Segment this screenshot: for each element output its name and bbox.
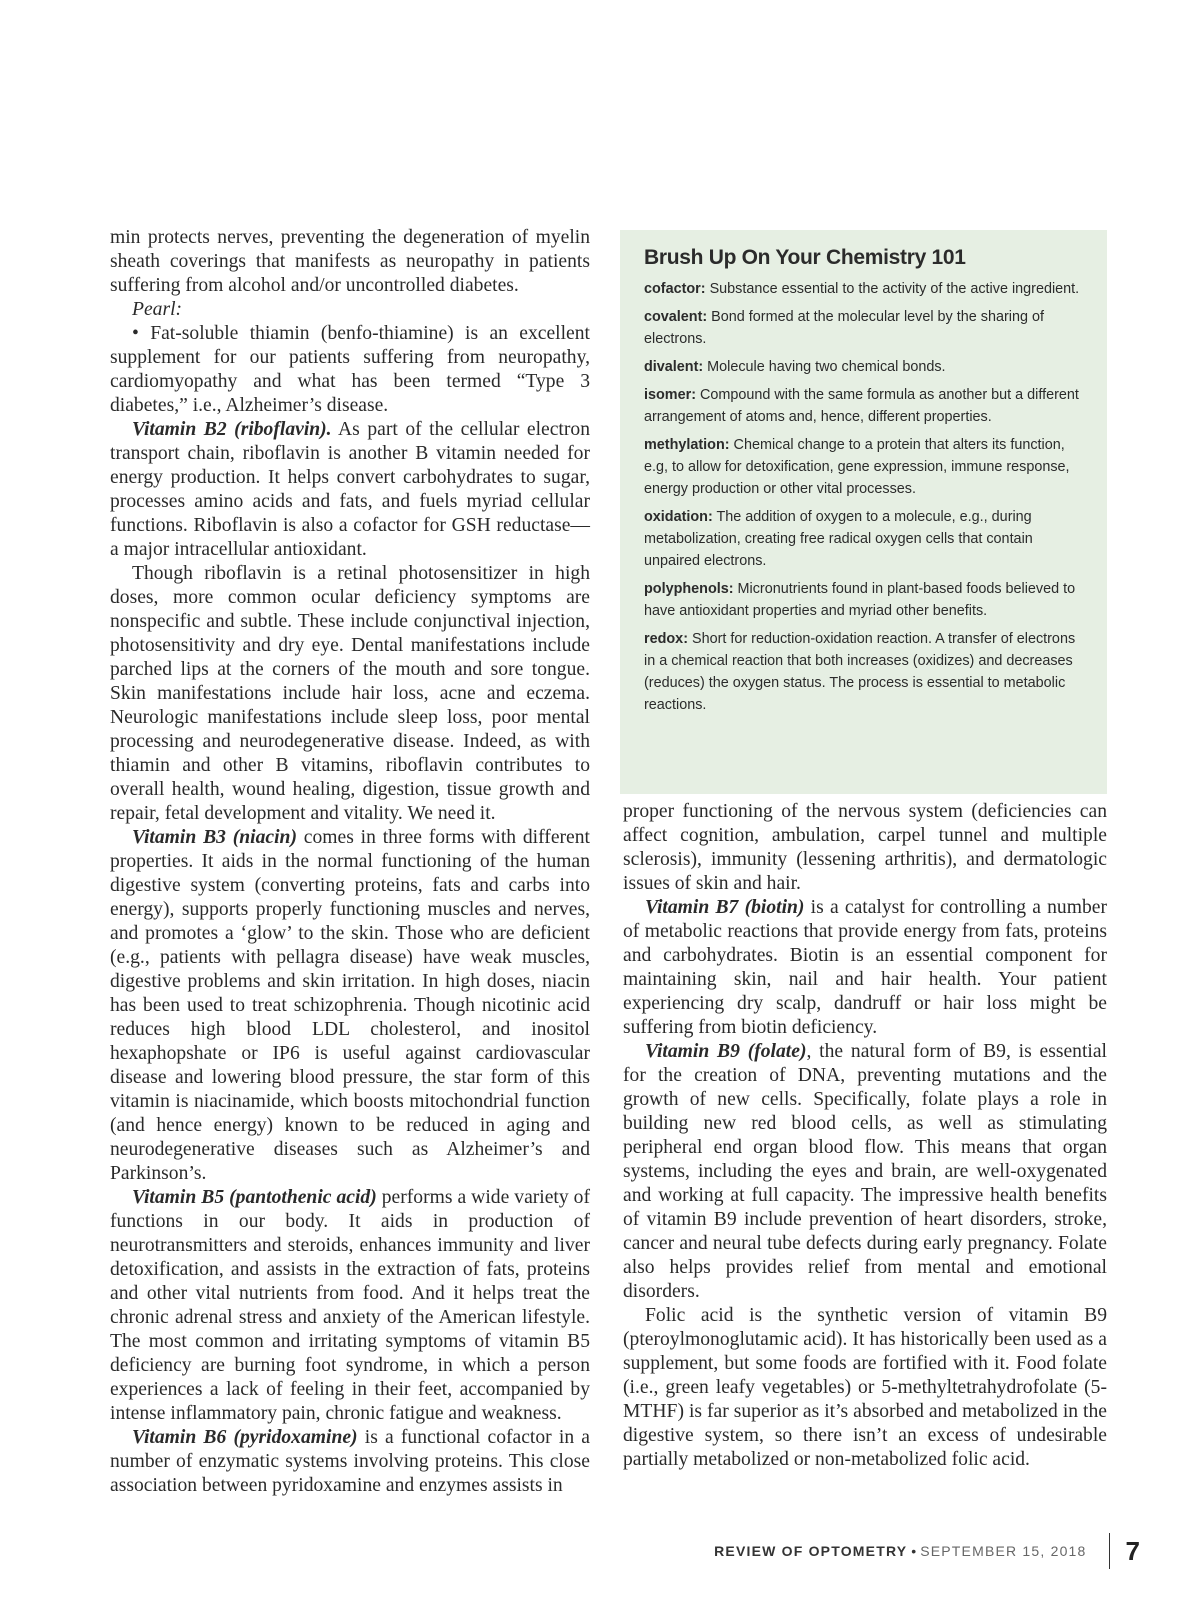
glossary-entry xyxy=(644,506,1085,572)
glossary-definition: Micronutrients found in plant-based foods believed to have antioxidant properties and myriad other benefits. xyxy=(644,581,1076,619)
footer-separator: • xyxy=(911,1543,917,1559)
glossary-definition: The addition of oxygen to a molecule, e.g., during metabolization, creating free radical oxygen cells that contain unpaired electrons. xyxy=(644,509,1033,569)
glossary-entry xyxy=(644,278,1085,300)
footer-divider xyxy=(1109,1533,1110,1569)
paragraph-b6-continued: proper functioning of the nervous system (deficiencies can affect cognition, ambulation, carpel tunnel and multiple sclerosis), immunity (lessening arthritis), and dermatologic issues of skin and hair. xyxy=(623,801,1107,894)
pearl-label: Pearl: xyxy=(132,299,183,320)
paragraph-vitamin-b5 xyxy=(110,1186,590,1426)
sidebar-title: Brush Up On Your Chemistry 101 xyxy=(644,246,966,269)
vitamin-b3-text: comes in three forms with different properties. It aids in the normal functioning of the human digestive system (converting proteins, fats and carbs into energy), supports properly functioning muscles and nerves, and promotes a ‘glow’ to the skin. Those who are deficient (e.g., patients with pellagra disease) have weak muscles, digestive problems and skin irritation. In high doses, niacin has been used to treat schizophrenia. Though nicotinic acid reduces high blood LDL cholesterol, and inositol hexaphopshate or IP6 is useful against cardiovascular disease and lowering blood pressure, the star form of this vitamin is niacinamide, which boosts mitochondrial function (and hence energy) known to be reduced in aging and neurodegenerative diseases such as Alzheimer’s and Parkinson’s. xyxy=(110,827,590,1184)
glossary-term: divalent: xyxy=(644,359,704,375)
glossary-entry xyxy=(644,384,1085,428)
paragraph-folic-acid: Folic acid is the synthetic version of vitamin B9 (pteroylmonoglutamic acid). It has historically been used as a supplement, but some foods are fortified with it. Food folate (i.e., green leafy vegetables) or 5-methyltetrahydrofolate (5-MTHF) is far superior as it’s absorbed and metabolized in the digestive system, so there isn’t an excess of undesirable partially metabolized or non-metabolized folic acid. xyxy=(623,1305,1107,1470)
vitamin-b7-heading: Vitamin B7 (biotin) xyxy=(645,897,805,918)
paragraph-vitamin-b7 xyxy=(623,896,1107,1040)
glossary-entry xyxy=(644,356,1085,378)
vitamin-b7-text: is a catalyst for controlling a number of metabolic reactions that provide energy from fats, proteins and carbohydrates. Biotin is an essential component for maintaining skin, nail and hair health. Your patient experiencing dry scalp, dandruff or hair loss might be suffering from biotin deficiency. xyxy=(623,897,1107,1038)
vitamin-b6-text: is a functional cofactor in a number of enzymatic systems involving proteins. This close association between pyridoxamine and enzymes assists in xyxy=(110,1427,590,1496)
publication-name: REVIEW OF OPTOMETRY xyxy=(714,1543,908,1559)
glossary-definition: Substance essential to the activity of the active ingredient. xyxy=(705,281,1080,297)
glossary-entry xyxy=(644,306,1085,350)
paragraph-vitamin-b3 xyxy=(110,826,590,1186)
glossary-term: methylation: xyxy=(644,437,730,453)
glossary-term: oxidation: xyxy=(644,509,713,525)
page-footer xyxy=(714,1532,1140,1570)
vitamin-b9-text: , the natural form of B9, is essential for the creation of DNA, preventing mutations and the growth of new cells. Specifically, folate plays a role in building new red blood cells, as well as stimulating peripheral end organ blood flow. This means that organ systems, including the eyes and brain, are well-oxygenated and working at full capacity. The impressive health benefits of vitamin B9 include prevention of heart disorders, stroke, cancer and neural tube defects during early pregnancy. Folate also helps provides relief from mental and emotional disorders. xyxy=(623,1041,1107,1302)
vitamin-b6-heading: Vitamin B6 (pyridoxamine) xyxy=(132,1427,358,1448)
paragraph-vitamin-b2 xyxy=(110,418,590,562)
paragraph-vitamin-b9 xyxy=(623,1040,1107,1304)
vitamin-b5-text: performs a wide variety of functions in our body. It aids in production of neurotransmitters and steroids, enhances immunity and liver detoxification, and assists in the extraction of fats, proteins and other vital nutrients from food. And it helps treat the chronic adrenal stress and anxiety of the American lifestyle. The most common and irritating symptoms of vitamin B5 deficiency are burning foot syndrome, in which a person experiences a lack of feeling in their feet, accompanied by intense inflammatory pain, chronic fatigue and weakness. xyxy=(110,1187,590,1424)
paragraph-riboflavin: Though riboflavin is a retinal photosensitizer in high doses, more common ocular deficiency symptoms are nonspecific and subtle. These include conjunctival injection, photosensitivity and dry eye. Dental manifestations include parched lips at the corners of the mouth and sore tongue. Skin manifestations include hair loss, acne and eczema. Neurologic manifestations include sleep loss, poor mental processing and neurodegenerative disease. Indeed, as with thiamin and other B vitamins, riboflavin contributes to overall health, wound healing, digestion, tissue growth and repair, fetal development and vitality. We need it. xyxy=(110,563,590,824)
glossary-definition: Molecule having two chemical bonds. xyxy=(703,359,946,375)
glossary-definition: Short for reduction-oxidation reaction. A transfer of electrons in a chemical reaction that both increases (oxidizes) and decreases (reduces) the oxygen status. The process is essential to metabolic reactions. xyxy=(644,631,1076,713)
issue-date: SEPTEMBER 15, 2018 xyxy=(920,1543,1087,1559)
chemistry-sidebar xyxy=(620,230,1107,794)
vitamin-b2-heading: Vitamin B2 (riboflavin). xyxy=(132,419,332,440)
vitamin-b2-text: As part of the cellular electron transport chain, riboflavin is another B vitamin needed for energy production. It helps convert carbohydrates to sugar, processes amino acids and fats, and fuels myriad cellular functions. Riboflavin is also a cofactor for GSH reductase—a major intracellular antioxidant. xyxy=(110,419,590,560)
pearl-paragraph: • Fat-soluble thiamin (benfo-thiamine) is an excellent supplement for our patients suffering from neuropathy, cardiomyopathy and what has been termed “Type 3 diabetes,” i.e., Alzheimer’s disease. xyxy=(110,323,590,416)
glossary-term: covalent: xyxy=(644,309,708,325)
paragraph-thiamin-end: min protects nerves, preventing the degeneration of myelin sheath coverings that manifests as neuropathy in patients suffering from alcohol and/or uncontrolled diabetes. xyxy=(110,227,590,296)
glossary-entry xyxy=(644,578,1085,622)
glossary-term: cofactor: xyxy=(644,281,706,297)
paragraph-vitamin-b6 xyxy=(110,1426,590,1498)
glossary-definition: Bond formed at the molecular level by the sharing of electrons. xyxy=(644,309,1044,347)
glossary-term: isomer: xyxy=(644,387,696,403)
page-number: 7 xyxy=(1125,1535,1140,1566)
glossary-entry xyxy=(644,628,1085,716)
vitamin-b5-heading: Vitamin B5 (pantothenic acid) xyxy=(132,1187,377,1208)
glossary-definition: Compound with the same formula as another but a different arrangement of atoms and, hence, different properties. xyxy=(644,387,1079,425)
left-column xyxy=(110,226,590,1498)
right-column xyxy=(623,800,1107,1472)
vitamin-b3-heading: Vitamin B3 (niacin) xyxy=(132,827,297,848)
glossary-term: polyphenols: xyxy=(644,581,734,597)
glossary-entry xyxy=(644,434,1085,500)
vitamin-b9-heading: Vitamin B9 (folate) xyxy=(645,1041,807,1062)
glossary-definition: Chemical change to a protein that alters its function, e.g, to allow for detoxification, gene expression, immune response, energy production or other vital processes. xyxy=(644,437,1070,497)
glossary-term: redox: xyxy=(644,631,688,647)
